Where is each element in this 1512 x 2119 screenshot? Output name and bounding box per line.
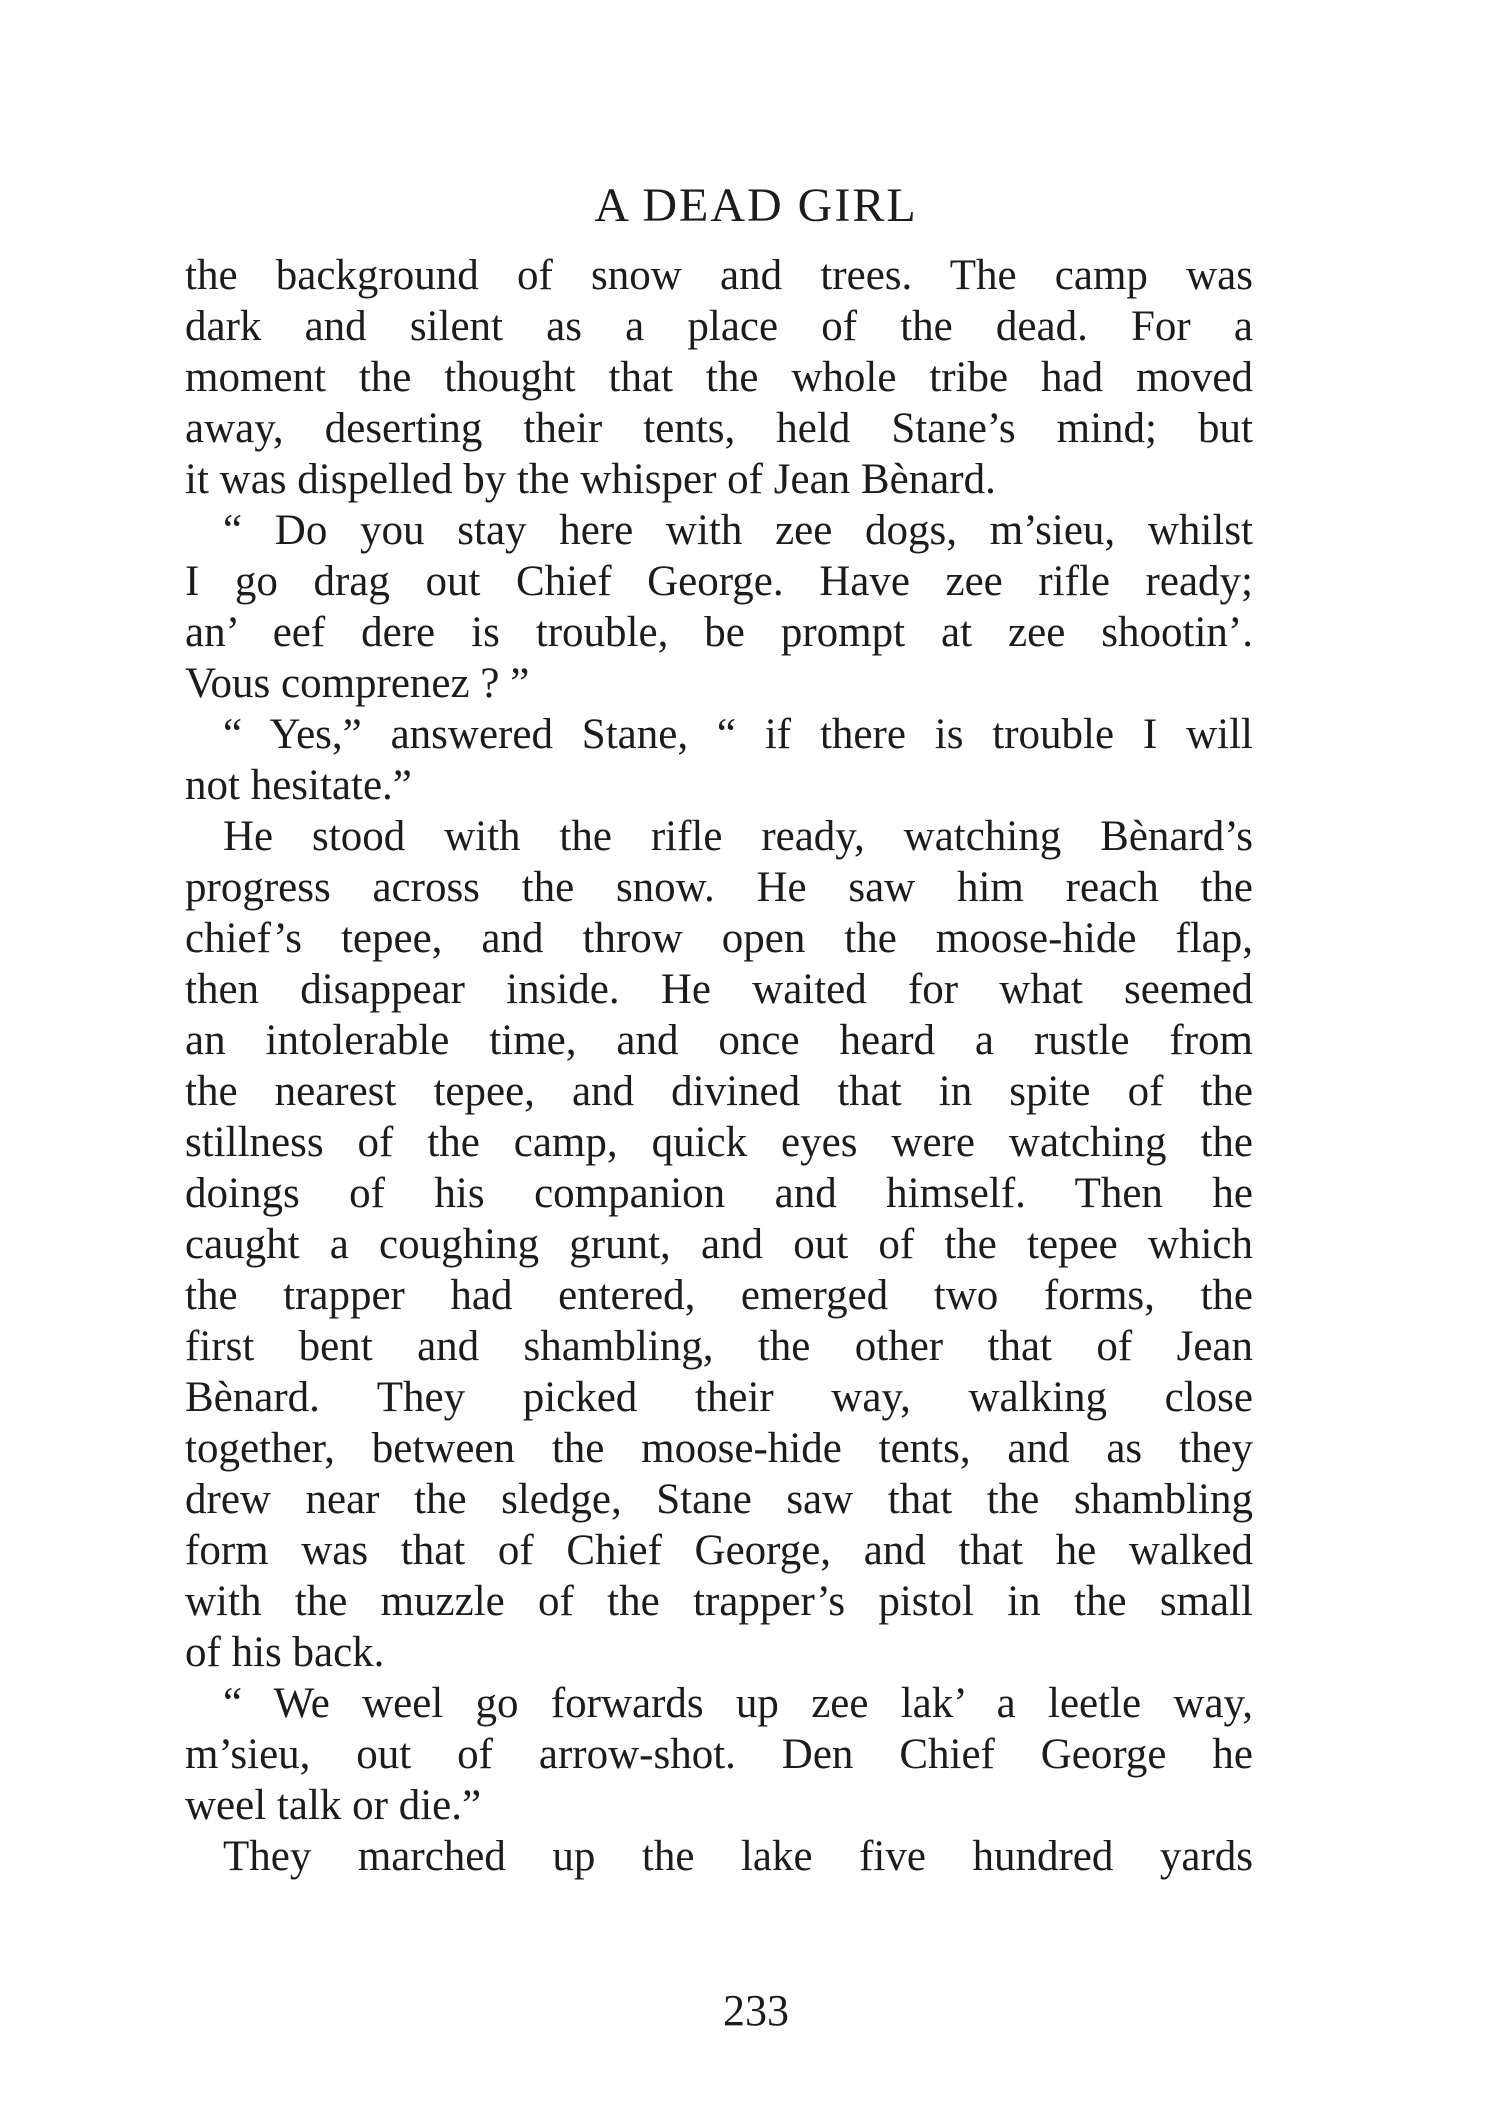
text-line: Vous comprenez ? ”: [185, 660, 530, 707]
text-line: dark and silent as a place of the dead. For a: [185, 303, 1253, 350]
text-line: chief’s tepee, and throw open the moose-hide flap,: [185, 915, 1253, 962]
text-line: of his back.: [185, 1629, 385, 1676]
text-line: “ Do you stay here with zee dogs, m’sieu, whilst: [223, 507, 1253, 554]
text-line: an intolerable time, and once heard a rustle from: [185, 1017, 1253, 1064]
text-line: stillness of the camp, quick eyes were watching the: [185, 1119, 1253, 1166]
text-line: Bènard. They picked their way, walking close: [185, 1374, 1253, 1421]
text-line: They marched up the lake five hundred yards: [223, 1833, 1253, 1880]
text-line: “ We weel go forwards up zee lak’ a leetle way,: [223, 1680, 1253, 1727]
text-line: the background of snow and trees. The camp was: [185, 252, 1253, 299]
body-text: [185, 250, 1253, 1882]
text-line: He stood with the rifle ready, watching Bènard’s: [223, 813, 1253, 860]
text-line: the nearest tepee, and divined that in spite of the: [185, 1068, 1253, 1115]
text-line: “ Yes,” answered Stane, “ if there is trouble I will: [223, 711, 1253, 758]
text-line: form was that of Chief George, and that he walked: [185, 1527, 1253, 1574]
text-line: the trapper had entered, emerged two forms, the: [185, 1272, 1253, 1319]
text-line: m’sieu, out of arrow-shot. Den Chief George he: [185, 1731, 1253, 1778]
running-head: A DEAD GIRL: [594, 179, 918, 232]
text-line: first bent and shambling, the other that of Jean: [185, 1323, 1253, 1370]
text-line: drew near the sledge, Stane saw that the shambling: [185, 1476, 1253, 1523]
text-line: with the muzzle of the trapper’s pistol in the small: [185, 1578, 1253, 1625]
text-line: moment the thought that the whole tribe had moved: [185, 354, 1253, 401]
text-line: progress across the snow. He saw him reach the: [185, 864, 1253, 911]
text-line: weel talk or die.”: [185, 1782, 482, 1829]
page-number: 233: [723, 1986, 789, 2035]
text-line: it was dispelled by the whisper of Jean Bènard.: [185, 456, 996, 503]
text-line: then disappear inside. He waited for what seemed: [185, 966, 1253, 1013]
text-line: away, deserting their tents, held Stane’s mind; but: [185, 405, 1253, 452]
text-line: doings of his companion and himself. Then he: [185, 1170, 1253, 1217]
text-line: caught a coughing grunt, and out of the tepee which: [185, 1221, 1253, 1268]
text-line: together, between the moose-hide tents, and as they: [185, 1425, 1253, 1472]
text-line: an’ eef dere is trouble, be prompt at zee shootin’.: [185, 609, 1253, 656]
text-line: I go drag out Chief George. Have zee rifle ready;: [185, 558, 1253, 605]
text-line: not hesitate.”: [185, 762, 412, 809]
